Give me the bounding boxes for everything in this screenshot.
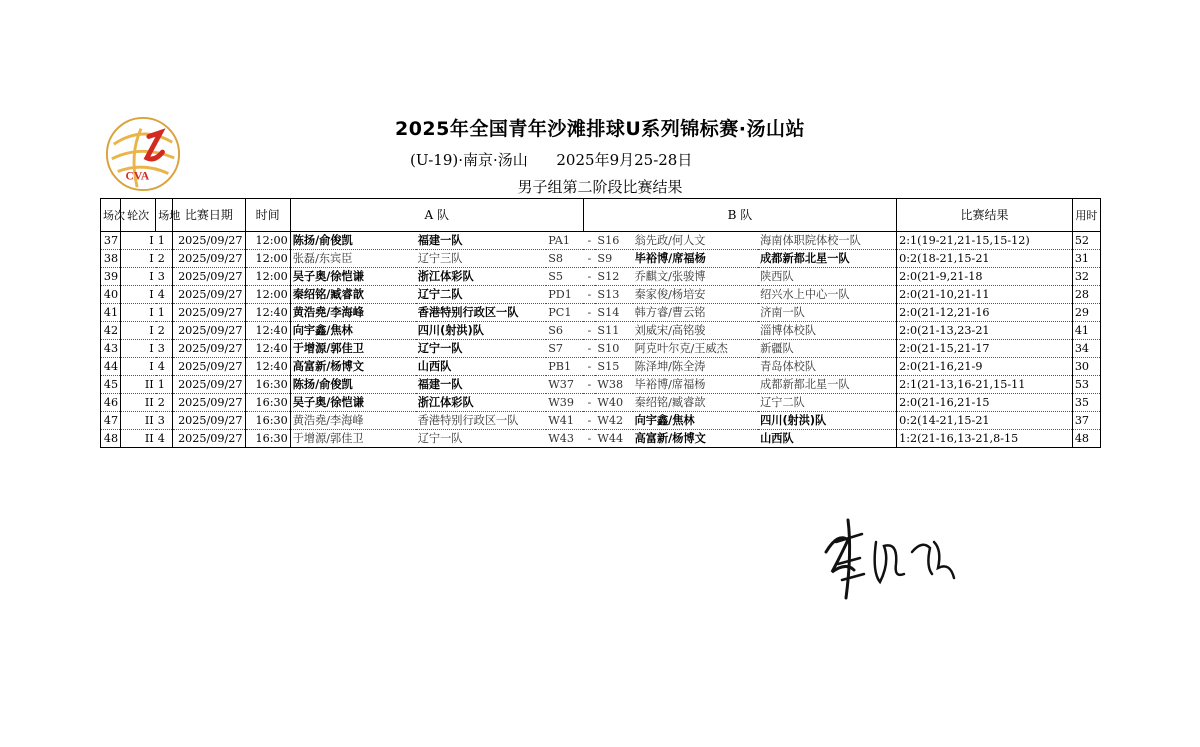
cell-date: 2025/09/27 — [173, 268, 245, 286]
cell-court: 1 — [156, 232, 173, 250]
cell-a-players: 黄浩堯/李海峰 — [290, 412, 416, 430]
cell-time: 12:40 — [245, 304, 290, 322]
cell-round: I — [121, 340, 156, 358]
cell-b-players: 高富新/杨博文 — [633, 430, 759, 448]
section-title: 男子组第二阶段比赛结果 — [517, 178, 683, 196]
cell-duration: 37 — [1072, 412, 1100, 430]
cell-round: II — [121, 394, 156, 412]
cell-date: 2025/09/27 — [173, 340, 245, 358]
table-row — [101, 268, 1101, 286]
cell-round: I — [121, 358, 156, 376]
cell-seed-b: S15 — [595, 358, 632, 376]
cell-seed-b: W40 — [595, 394, 632, 412]
cell-seed-b: S13 — [595, 286, 632, 304]
cell-seed-dash: - — [583, 268, 595, 286]
cell-a-team: 四川(射洪)队 — [416, 322, 547, 340]
cell-date: 2025/09/27 — [173, 412, 245, 430]
cell-date: 2025/09/27 — [173, 430, 245, 448]
table-row — [101, 430, 1101, 448]
cell-b-team: 四川(射洪)队 — [758, 412, 897, 430]
cell-b-players: 韩方睿/曹云铭 — [633, 304, 759, 322]
cell-seed-b: W44 — [595, 430, 632, 448]
cell-seed-dash: - — [583, 322, 595, 340]
cell-b-players: 毕裕博/席福杨 — [633, 250, 759, 268]
cell-round: I — [121, 322, 156, 340]
cell-a-players: 吴子奥/徐恺谦 — [290, 394, 416, 412]
cell-result: 2:0(21-9,21-18 — [897, 268, 1073, 286]
cell-time: 12:00 — [245, 286, 290, 304]
cell-b-team: 济南一队 — [758, 304, 897, 322]
cell-match-no: 45 — [101, 376, 121, 394]
cell-b-players: 陈泽坤/陈全涛 — [633, 358, 759, 376]
col-result: 比赛结果 — [897, 199, 1073, 232]
col-duration: 用时 — [1072, 199, 1100, 232]
cell-court: 3 — [156, 340, 173, 358]
cell-match-no: 48 — [101, 430, 121, 448]
cell-match-no: 42 — [101, 322, 121, 340]
cell-round: II — [121, 430, 156, 448]
table-row — [101, 304, 1101, 322]
cell-duration: 34 — [1072, 340, 1100, 358]
cell-b-team: 成都新都北星一队 — [758, 250, 897, 268]
cell-result: 0:2(14-21,15-21 — [897, 412, 1073, 430]
cell-date: 2025/09/27 — [173, 358, 245, 376]
cell-seed-b: S16 — [595, 232, 632, 250]
cell-time: 12:00 — [245, 232, 290, 250]
header-row — [101, 199, 1101, 232]
cell-seed-dash: - — [583, 376, 595, 394]
cell-seed-dash: - — [583, 304, 595, 322]
cell-a-team: 浙江体彩队 — [416, 394, 547, 412]
event-subtitle — [410, 149, 692, 170]
cell-duration: 28 — [1072, 286, 1100, 304]
cell-b-team: 山西队 — [758, 430, 897, 448]
table-row — [101, 358, 1101, 376]
cell-b-team: 淄博体校队 — [758, 322, 897, 340]
cell-time: 16:30 — [245, 376, 290, 394]
cell-a-players: 张磊/东宾臣 — [290, 250, 416, 268]
cell-seed-b: W38 — [595, 376, 632, 394]
cell-seed-a: S8 — [546, 250, 583, 268]
cell-b-players: 秦绍铭/臧睿歆 — [633, 394, 759, 412]
cell-match-no: 40 — [101, 286, 121, 304]
cell-round: II — [121, 376, 156, 394]
cell-date: 2025/09/27 — [173, 322, 245, 340]
results-table — [100, 198, 1101, 448]
cell-seed-b: S11 — [595, 322, 632, 340]
col-team-a: A 队 — [290, 199, 583, 232]
cell-seed-dash: - — [583, 340, 595, 358]
cell-time: 12:40 — [245, 322, 290, 340]
cell-match-no: 43 — [101, 340, 121, 358]
cell-a-team: 香港特别行政区一队 — [416, 304, 547, 322]
cell-seed-a: S5 — [546, 268, 583, 286]
col-team-b: B 队 — [583, 199, 896, 232]
cell-round: I — [121, 250, 156, 268]
table-row — [101, 394, 1101, 412]
cell-seed-a: PA1 — [546, 232, 583, 250]
cell-match-no: 39 — [101, 268, 121, 286]
cell-match-no: 44 — [101, 358, 121, 376]
cell-match-no: 41 — [101, 304, 121, 322]
cell-result: 1:2(21-16,13-21,8-15 — [897, 430, 1073, 448]
cell-match-no: 37 — [101, 232, 121, 250]
cell-match-no: 47 — [101, 412, 121, 430]
signature — [818, 512, 968, 602]
cell-court: 3 — [156, 412, 173, 430]
cell-time: 12:40 — [245, 340, 290, 358]
cell-result: 2:0(21-12,21-16 — [897, 304, 1073, 322]
cell-result: 2:0(21-10,21-11 — [897, 286, 1073, 304]
cell-seed-a: W41 — [546, 412, 583, 430]
col-time: 时间 — [245, 199, 290, 232]
cell-match-no: 46 — [101, 394, 121, 412]
cell-seed-a: PD1 — [546, 286, 583, 304]
cell-time: 12:40 — [245, 358, 290, 376]
cell-a-team: 辽宁二队 — [416, 286, 547, 304]
cell-b-players: 乔麒文/张骏博 — [633, 268, 759, 286]
cell-b-players: 秦家俊/杨培安 — [633, 286, 759, 304]
cell-seed-dash: - — [583, 250, 595, 268]
cell-seed-dash: - — [583, 412, 595, 430]
cell-a-players: 于增源/郭佳卫 — [290, 430, 416, 448]
cell-time: 12:00 — [245, 268, 290, 286]
cell-seed-a: PC1 — [546, 304, 583, 322]
event-location: (U-19)·南京·汤山 — [410, 151, 528, 169]
cell-b-team: 成都新都北星一队 — [758, 376, 897, 394]
cell-result: 2:0(21-16,21-9 — [897, 358, 1073, 376]
cell-a-team: 辽宁三队 — [416, 250, 547, 268]
cell-b-team: 辽宁二队 — [758, 394, 897, 412]
cell-a-team: 辽宁一队 — [416, 430, 547, 448]
cell-result: 2:0(21-16,21-15 — [897, 394, 1073, 412]
cell-duration: 53 — [1072, 376, 1100, 394]
cell-duration: 30 — [1072, 358, 1100, 376]
cell-round: I — [121, 304, 156, 322]
cell-round: I — [121, 286, 156, 304]
col-round: 轮次 — [121, 199, 156, 232]
cell-a-players: 陈扬/俞俊凯 — [290, 232, 416, 250]
col-date: 比赛日期 — [173, 199, 245, 232]
cell-b-players: 向宇鑫/焦林 — [633, 412, 759, 430]
cell-a-players: 向宇鑫/焦林 — [290, 322, 416, 340]
cell-a-team: 福建一队 — [416, 232, 547, 250]
svg-text:CVA: CVA — [125, 169, 150, 183]
cell-date: 2025/09/27 — [173, 286, 245, 304]
cell-seed-dash: - — [583, 430, 595, 448]
cell-b-players: 刘威宋/高铭骏 — [633, 322, 759, 340]
cell-a-players: 于增源/郭佳卫 — [290, 340, 416, 358]
cell-time: 16:30 — [245, 394, 290, 412]
cell-duration: 52 — [1072, 232, 1100, 250]
cell-seed-dash: - — [583, 394, 595, 412]
cell-b-team: 新疆队 — [758, 340, 897, 358]
cell-b-players: 毕裕博/席福杨 — [633, 376, 759, 394]
table-row — [101, 412, 1101, 430]
table-row — [101, 322, 1101, 340]
cell-date: 2025/09/27 — [173, 250, 245, 268]
cell-seed-a: S6 — [546, 322, 583, 340]
cell-time: 12:00 — [245, 250, 290, 268]
table-row — [101, 340, 1101, 358]
cell-seed-b: W42 — [595, 412, 632, 430]
cell-seed-dash: - — [583, 232, 595, 250]
cell-date: 2025/09/27 — [173, 232, 245, 250]
cell-b-team: 绍兴水上中心一队 — [758, 286, 897, 304]
cell-result: 0:2(18-21,15-21 — [897, 250, 1073, 268]
cell-court: 2 — [156, 250, 173, 268]
cell-result: 2:1(19-21,21-15,15-12) — [897, 232, 1073, 250]
cell-round: I — [121, 232, 156, 250]
cell-b-team: 青岛体校队 — [758, 358, 897, 376]
page-title: 2025年全国青年沙滩排球U系列锦标赛·汤山站 — [394, 118, 806, 140]
cell-seed-dash: - — [583, 286, 595, 304]
cell-court: 1 — [156, 376, 173, 394]
cell-b-players: 翁先政/何人文 — [633, 232, 759, 250]
cell-a-players: 吴子奥/徐恺谦 — [290, 268, 416, 286]
cell-seed-a: S7 — [546, 340, 583, 358]
cell-court: 2 — [156, 322, 173, 340]
cell-date: 2025/09/27 — [173, 304, 245, 322]
cell-a-players: 陈扬/俞俊凯 — [290, 376, 416, 394]
table-row — [101, 250, 1101, 268]
cell-court: 4 — [156, 358, 173, 376]
cell-b-players: 阿克叶尔克/王威杰 — [633, 340, 759, 358]
table-row — [101, 232, 1101, 250]
col-match-no: 场次 — [101, 199, 121, 232]
cell-a-team: 浙江体彩队 — [416, 268, 547, 286]
cell-result: 2:0(21-15,21-17 — [897, 340, 1073, 358]
cell-match-no: 38 — [101, 250, 121, 268]
cell-seed-b: S9 — [595, 250, 632, 268]
cell-duration: 31 — [1072, 250, 1100, 268]
cell-a-players: 高富新/杨博文 — [290, 358, 416, 376]
cell-a-players: 黄浩堯/李海峰 — [290, 304, 416, 322]
table-row — [101, 376, 1101, 394]
cell-duration: 32 — [1072, 268, 1100, 286]
cell-result: 2:0(21-13,23-21 — [897, 322, 1073, 340]
cell-seed-dash: - — [583, 358, 595, 376]
cell-a-team: 香港特别行政区一队 — [416, 412, 547, 430]
cell-seed-b: S14 — [595, 304, 632, 322]
cell-a-team: 辽宁一队 — [416, 340, 547, 358]
table-row — [101, 286, 1101, 304]
cell-court: 2 — [156, 394, 173, 412]
cell-a-team: 山西队 — [416, 358, 547, 376]
cell-date: 2025/09/27 — [173, 394, 245, 412]
cell-time: 16:30 — [245, 412, 290, 430]
cell-duration: 41 — [1072, 322, 1100, 340]
cell-seed-b: S12 — [595, 268, 632, 286]
cell-seed-a: W39 — [546, 394, 583, 412]
cell-b-team: 海南体职院体校一队 — [758, 232, 897, 250]
cell-court: 3 — [156, 268, 173, 286]
cell-result: 2:1(21-13,16-21,15-11 — [897, 376, 1073, 394]
cell-duration: 29 — [1072, 304, 1100, 322]
cell-court: 4 — [156, 286, 173, 304]
cell-seed-b: S10 — [595, 340, 632, 358]
cell-court: 1 — [156, 304, 173, 322]
cell-seed-a: W37 — [546, 376, 583, 394]
cell-date: 2025/09/27 — [173, 376, 245, 394]
cell-round: I — [121, 268, 156, 286]
cell-duration: 35 — [1072, 394, 1100, 412]
event-dates: 2025年9月25-28日 — [556, 151, 693, 169]
cell-a-players: 秦绍铭/臧睿歆 — [290, 286, 416, 304]
cell-duration: 48 — [1072, 430, 1100, 448]
cell-a-team: 福建一队 — [416, 376, 547, 394]
cell-b-team: 陕西队 — [758, 268, 897, 286]
cell-seed-a: W43 — [546, 430, 583, 448]
cell-round: II — [121, 412, 156, 430]
cell-court: 4 — [156, 430, 173, 448]
col-court: 场地 — [156, 199, 173, 232]
cell-seed-a: PB1 — [546, 358, 583, 376]
cell-time: 16:30 — [245, 430, 290, 448]
